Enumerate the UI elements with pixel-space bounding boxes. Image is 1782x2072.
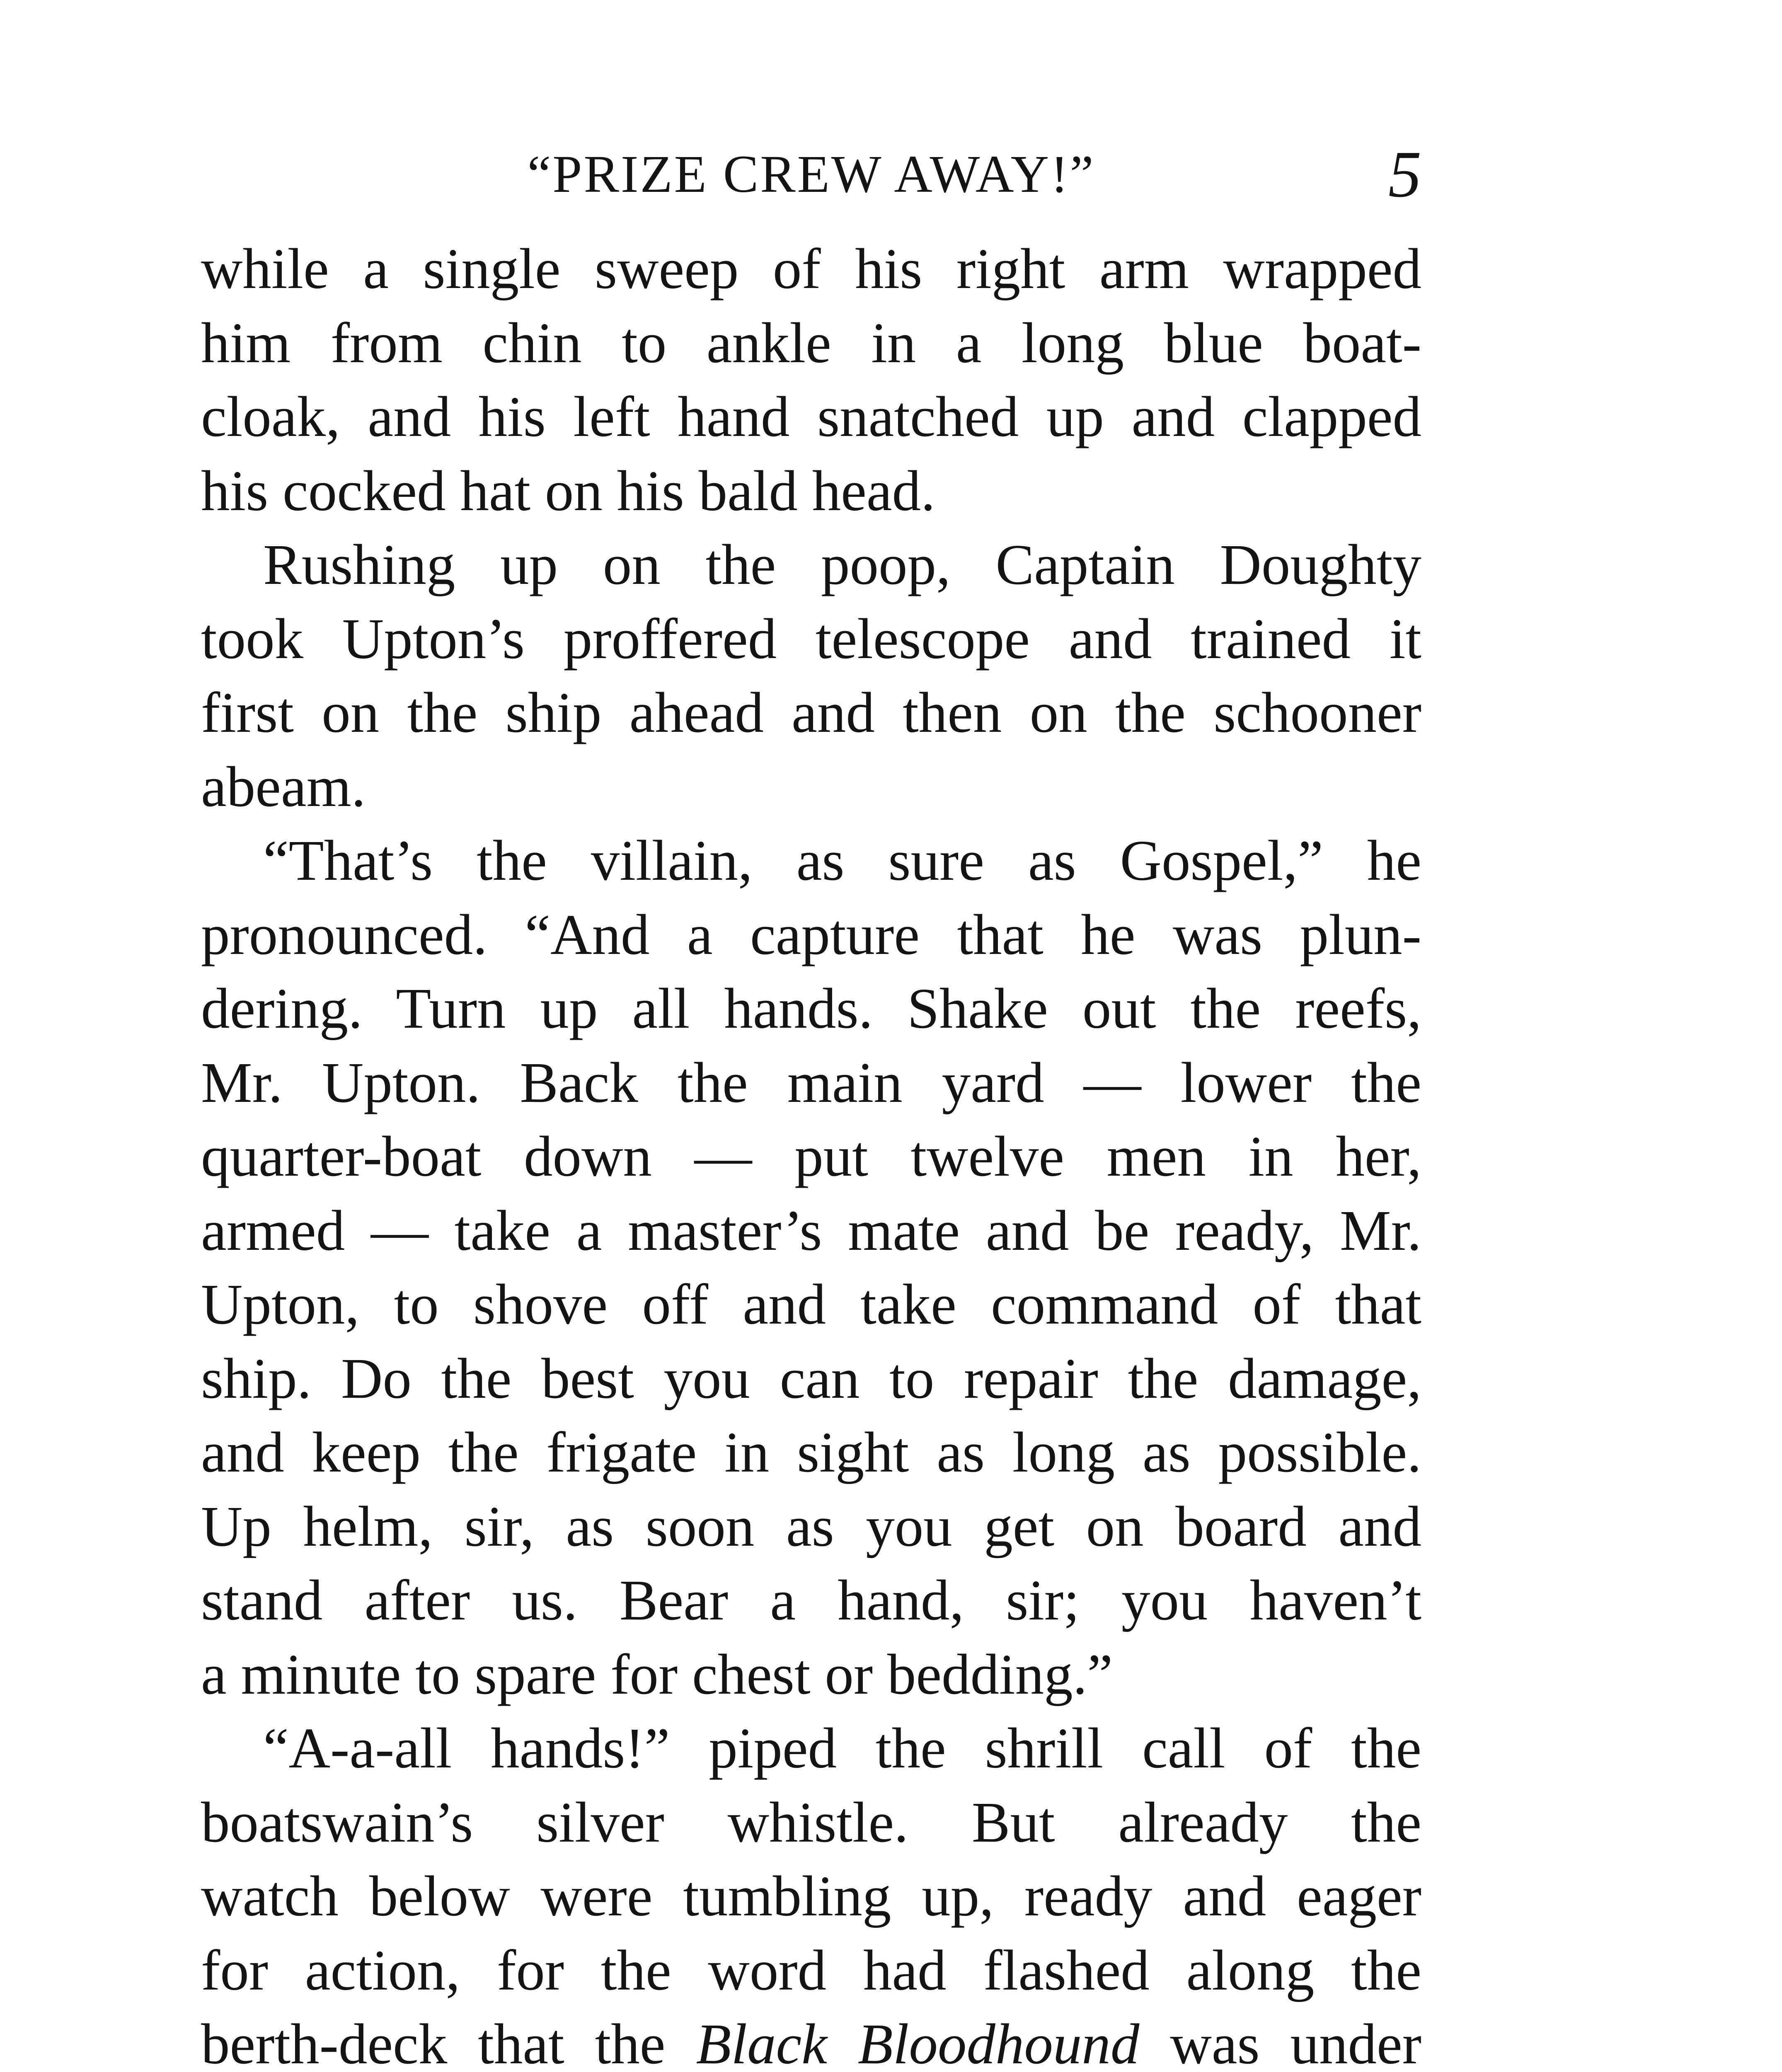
- text-fragment: was under: [1139, 2012, 1421, 2072]
- text-line: Up helm, sir, as soon as you get on board and: [201, 1494, 1421, 1559]
- paragraph-4: [201, 1711, 1421, 2072]
- text-line: dering. Turn up all hands. Shake out the reefs,: [201, 977, 1421, 1041]
- text-line: him from chin to ankle in a long blue boat-: [201, 311, 1421, 375]
- text-line: and keep the frigate in sight as long as possible.: [201, 1421, 1421, 1484]
- body-text: [201, 232, 1421, 2072]
- text-line: watch below were tumbling up, ready and eager: [201, 1864, 1421, 1928]
- text-line: Rushing up on the poop, Captain Doughty: [263, 533, 1421, 597]
- ship-name: Black Bloodhound: [696, 2012, 1140, 2072]
- text-line: boatswain’s silver whistle. But already the: [201, 1790, 1421, 1854]
- text-line: cloak, and his left hand snatched up and clapped: [201, 385, 1421, 449]
- running-title: “PRIZE CREW AWAY!”: [527, 145, 1095, 203]
- text-line: “That’s the villain, as sure as Gospel,” he: [263, 829, 1421, 893]
- text-line: abeam.: [201, 755, 366, 819]
- paragraph-3: [201, 824, 1421, 1711]
- text-line: took Upton’s proffered telescope and trained it: [201, 607, 1421, 671]
- text-line: while a single sweep of his right arm wrapped: [201, 237, 1421, 301]
- text-line: his cocked hat on his bald head.: [201, 459, 935, 523]
- text-line: ship. Do the best you can to repair the damage,: [201, 1346, 1421, 1411]
- running-head: [201, 137, 1421, 215]
- text-line: quarter-boat down — put twelve men in her,: [201, 1125, 1421, 1188]
- text-line: armed — take a master’s mate and be ready, Mr.: [201, 1198, 1421, 1263]
- text-line: pronounced. “And a capture that he was plun-: [201, 903, 1421, 967]
- text-line: first on the ship ahead and then on the schooner: [201, 681, 1421, 745]
- paragraph-1: [201, 232, 1421, 528]
- page-number: 5: [1388, 137, 1421, 211]
- text-fragment: berth-deck that the: [201, 2012, 696, 2072]
- text-line-ship-name: [201, 2007, 1421, 2072]
- text-line: a minute to spare for chest or bedding.”: [201, 1642, 1113, 1706]
- text-line: “A-a-all hands!” piped the shrill call of the: [263, 1716, 1421, 1780]
- text-line: Upton, to shove off and take command of that: [201, 1273, 1421, 1336]
- text-line: stand after us. Bear a hand, sir; you haven’t: [201, 1569, 1421, 1632]
- text-line: Mr. Upton. Back the main yard — lower the: [201, 1051, 1421, 1115]
- text-line: for action, for the word had flashed along the: [201, 1938, 1421, 2002]
- paragraph-2: [201, 528, 1421, 824]
